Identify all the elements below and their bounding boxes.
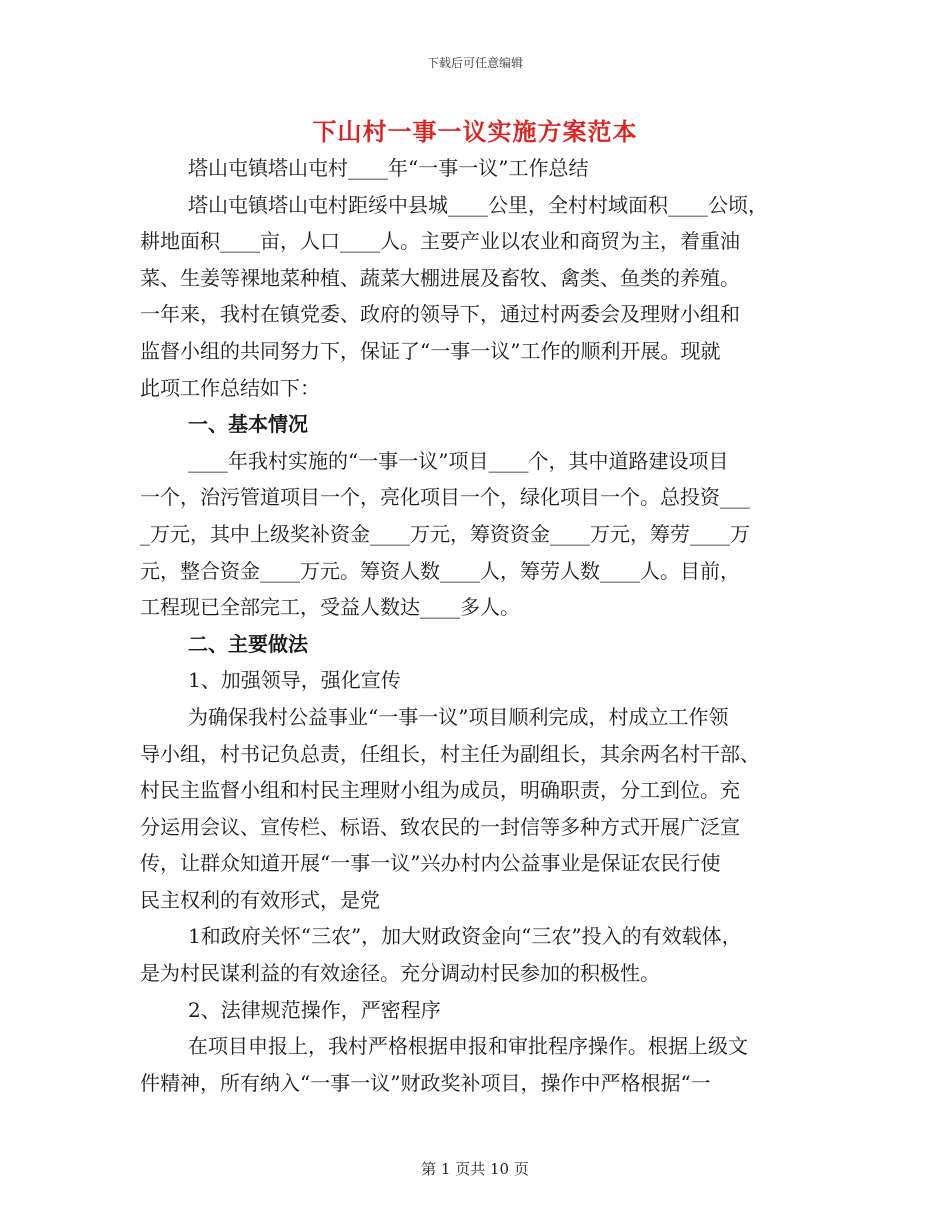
page-footer: 第 1 页共 10 页 [421,1160,529,1178]
paragraph-line: 一个，治污管道项目一个，亮化项目一个，绿化项目一个。总投资___ [140,485,750,510]
paragraph-line: _万元，其中上级奖补资金____万元，筹资资金____万元，筹劳____万 [140,521,750,546]
paragraph-line: ____年我村实施的“一事一议”项目____个，其中道路建设项目 [188,448,729,473]
paragraph-line: 民主权利的有效形式，是党 [140,887,380,912]
section-heading-basic: 一、基本情况 [188,412,308,437]
paragraph-line: 为确保我村公益事业“一事一议”项目顺利完成，村成立工作领 [188,704,729,729]
subheading-leadership: 1、加强领导，强化宣传 [188,668,401,693]
paragraph-line: 菜、生姜等裸地菜种植、蔬菜大棚进展及畜牧、禽类、鱼类的养殖。 [140,265,740,290]
paragraph-line: 一年来，我村在镇党委、政府的领导下，通过村两委会及理财小组和 [140,302,740,327]
paragraph-line: 耕地面积____亩，人口____人。主要产业以农业和商贸为主，着重油 [140,229,740,254]
paragraph-line: 件精神，所有纳入“一事一议”财政奖补项目，操作中严格根据“一 [140,1070,711,1095]
paragraph-line: 此项工作总结如下： [140,375,320,400]
paragraph-line: 在项目申报上，我村严格根据申报和审批程序操作。根据上级文 [188,1034,748,1059]
header-note: 下载后可任意编辑 [426,56,523,70]
paragraph-line: 村民主监督小组和村民主理财小组为成员，明确职责，分工到位。充 [140,778,740,803]
paragraph-line: 分运用会议、宣传栏、标语、致农民的一封信等多种方式开展广泛宣 [140,814,740,839]
document-body [140,150,830,1101]
paragraph-line: 导小组，村书记负总责，任组长，村主任为副组长，其余两名村干部、 [140,741,760,766]
summary-title-line: 塔山屯镇塔山屯村____年“一事一议”工作总结 [188,156,589,180]
paragraph-line: 监督小组的共同努力下，保证了“一事一议”工作的顺利开展。现就 [140,338,721,363]
paragraph-line: 塔山屯镇塔山屯村距绥中县城____公里，全村村域面积____公顷， [188,192,768,217]
paragraph-line: 是为村民谋利益的有效途径。充分调动村民参加的积极性。 [140,961,660,986]
subheading-procedure: 2、法律规范操作，严密程序 [188,997,441,1022]
paragraph-line: 元，整合资金____万元。筹资人数____人，筹劳人数____人。目前， [140,558,740,583]
paragraph-line: 1和政府关怀“三农”，加大财政资金向“三农”投入的有效载体， [188,924,742,949]
paragraph-line: 传，让群众知道开展“一事一议”兴办村内公益事业是保证农民行使 [140,851,721,876]
section-heading-methods: 二、主要做法 [188,631,308,656]
paragraph-line: 工程现已全部完工，受益人数达____多人。 [140,595,520,620]
document-title: 下山村一事一议实施方案范本 [312,117,638,146]
